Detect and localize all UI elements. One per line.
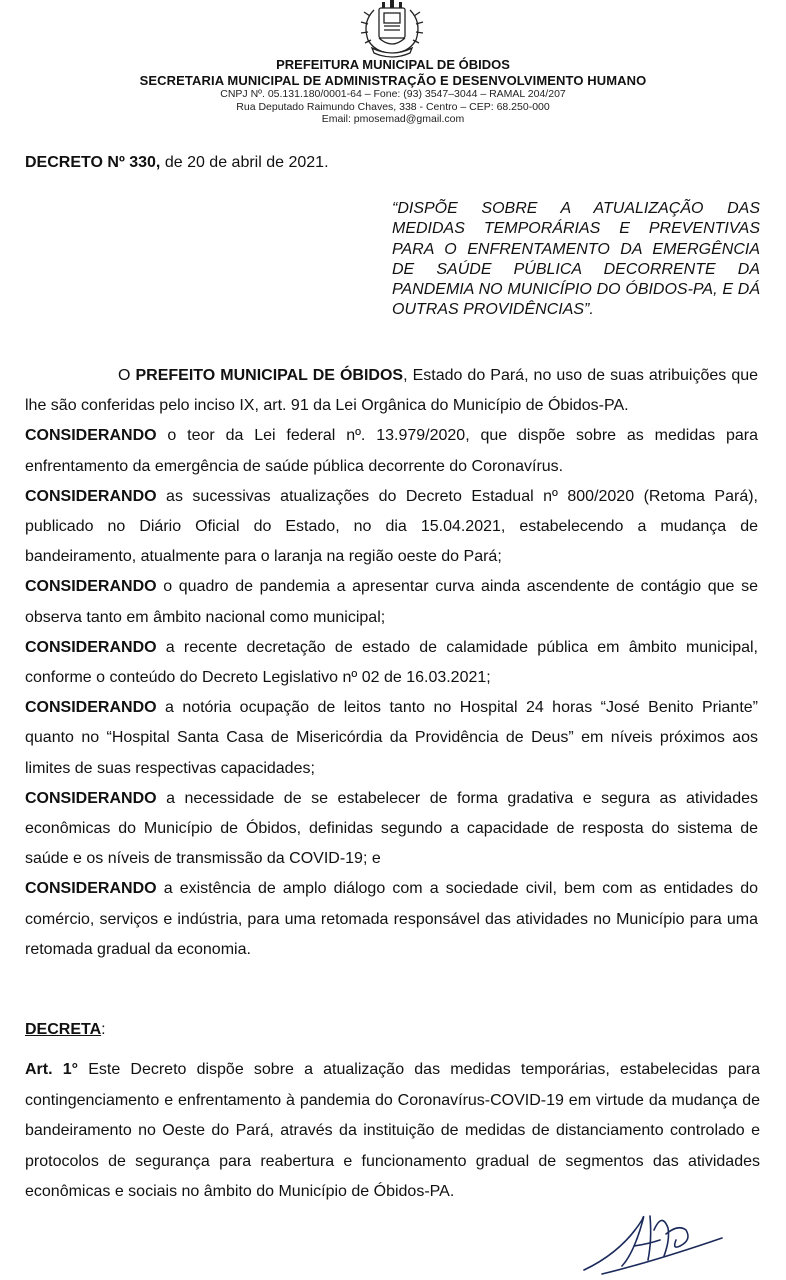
considerando-text: o teor da Lei federal nº. 13.979/2020, que dispõe sobre as medidas para enfrentamento da emergência de saúde pública decorrente do Coronavírus. xyxy=(25,427,758,475)
prefeito-title: PREFEITO MUNICIPAL DE ÓBIDOS xyxy=(135,367,404,384)
considerando-4 xyxy=(25,633,758,693)
considerando-text: a notória ocupação de leitos tanto no Hospital 24 horas “José Benito Priante” quanto no “Hospital Santa Casa de Misericórdia da Providência de Deus” em níveis próximos aos limites de suas respectivas capacidades; xyxy=(25,699,758,777)
article-1-text: Este Decreto dispõe sobre a atualização das medidas temporárias, estabelecidas para contingenciamento e enfrentamento à pandemia do Coronavírus-COVID-19 em virtude da mudança de bandeiramento no Oeste do Pará, através da instituição de medidas de distanciamento controlado e protocolos de segurança para reabertura e funcionamento gradual de segmentos das atividades econômicas e sociais no âmbito do Município de Óbidos-PA. xyxy=(25,1061,761,1200)
considerando-label: CONSIDERANDO xyxy=(25,427,157,445)
ementa: “DISPÕE SOBRE A ATUALIZAÇÃO DAS MEDIDAS TEMPORÁRIAS E PREVENTIVAS PARA O ENFRENTAMENTO DA EMERGÊNCIA DE SAÚDE PÚBLICA DECORRENTE DA PANDEMIA NO MUNICÍPIO DO ÓBIDOS-PA, E DÁ OUTRAS PROVIDÊNCIAS”. xyxy=(392,200,760,319)
handwritten-signature xyxy=(582,1200,732,1278)
considerando-7 xyxy=(25,874,758,965)
preamble-text: , Estado do Pará, no uso de suas atribuições que lhe são conferidas pelo inciso IX, art. 91 da Lei Orgânica do Município de Óbidos-PA. xyxy=(25,367,759,415)
decree-title xyxy=(25,154,329,172)
address: Rua Deputado Raimundo Chaves, 338 - Centro – CEP: 68.250-000 xyxy=(236,100,550,113)
email: Email: pmosemad@gmail.com xyxy=(321,113,465,126)
considerando-1 xyxy=(25,421,758,481)
considerando-6 xyxy=(25,784,758,875)
preamble xyxy=(25,361,758,421)
considerando-text: o quadro de pandemia a apresentar curva ainda ascendente de contágio que se observa tanto em âmbito nacional como municipal; xyxy=(25,578,758,626)
article-1-label: Art. 1° xyxy=(25,1061,79,1078)
preamble-lead: O xyxy=(118,367,136,384)
letterhead xyxy=(100,57,686,126)
article-1 xyxy=(25,1055,760,1208)
considerando-label: CONSIDERANDO xyxy=(25,578,157,596)
considerando-5 xyxy=(25,693,758,784)
considerando-label: CONSIDERANDO xyxy=(25,789,157,807)
decreta-heading xyxy=(25,1021,106,1039)
article-1-paragraph xyxy=(25,1055,760,1208)
secretaria-name: SECRETARIA MUNICIPAL DE ADMINISTRAÇÃO E DESENVOLVIMENTO HUMANO xyxy=(139,72,647,88)
cnpj-phone: CNPJ Nº. 05.131.180/0001-64 – Fone: (93) 3547–3044 – RAMAL 204/207 xyxy=(220,88,566,101)
decree-number: DECRETO Nº 330, xyxy=(25,154,161,171)
municipal-coat-of-arms xyxy=(344,0,440,58)
considerando-label: CONSIDERANDO xyxy=(25,699,157,717)
considerando-text: as sucessivas atualizações do Decreto Estadual nº 800/2020 (Retoma Pará), publicado no Diário Oficial do Estado, no dia 15.04.2021, estabelecendo a mudança de bandeiramento, atualmente para o laranja na região oeste do Pará; xyxy=(25,487,758,566)
prefeitura-name: PREFEITURA MUNICIPAL DE ÓBIDOS xyxy=(276,57,510,72)
considerando-label: CONSIDERANDO xyxy=(25,487,157,505)
decree-body xyxy=(25,361,758,965)
decreta-suffix: : xyxy=(101,1021,106,1038)
considerando-label: CONSIDERANDO xyxy=(25,880,157,898)
decreta-label: DECRETA xyxy=(25,1021,102,1038)
considerando-text: a existência de amplo diálogo com a sociedade civil, bem com as entidades do comércio, serviços e indústria, para uma retomada responsável das atividades no Município para uma retomada gradual da economia. xyxy=(25,880,758,958)
considerando-text: a recente decretação de estado de calamidade pública em âmbito municipal, conforme o conteúdo do Decreto Legislativo nº 02 de 16.03.2021; xyxy=(25,638,758,687)
decree-date: de 20 de abril de 2021. xyxy=(160,154,329,171)
considerando-text: a necessidade de se estabelecer de forma gradativa e segura as atividades econômicas do Município de Óbidos, definidas segundo a capacidade de resposta do sistema de saúde e os níveis de transmissão da COVID-19; e xyxy=(25,789,758,868)
considerando-label: CONSIDERANDO xyxy=(25,638,157,656)
considerando-2 xyxy=(25,482,758,573)
considerando-3 xyxy=(25,572,758,632)
